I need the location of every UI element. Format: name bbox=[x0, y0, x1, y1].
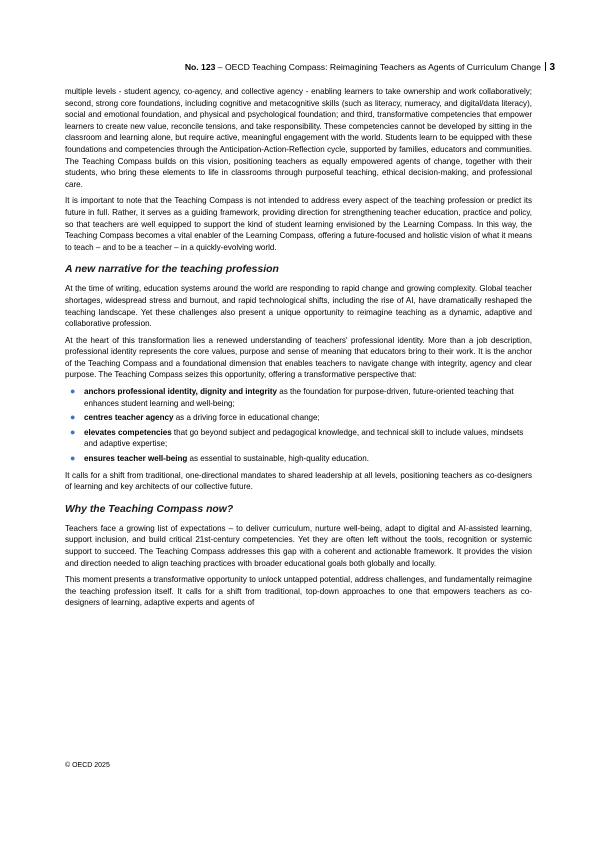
section-heading-why-now: Why the Teaching Compass now? bbox=[65, 503, 234, 515]
paragraph-3: At the time of writing, education systems around the world are responding to rapid change and growing complexity. Global teacher shortages, widespread stress and burnout, and rapid technological shifts, including the rise of AI, have dramatically reshaped the teaching landscape. Yet these challenges also present a unique opportunity to reimagine teaching as a dynamic, adaptive and collaborative profession. bbox=[65, 284, 532, 329]
doc-number: No. 123 bbox=[184, 62, 216, 72]
paragraph-1: multiple levels - student agency, co-agency, and collective agency - enabling learners to take ownership and work collaboratively; second, strong core foundations, including cognitive and metacognitive skills (such as literacy, numeracy, and digital/data literacy), social and emotional foundation, and physical and psychological foundation; and third, transformative competencies that empower learners to create new value, reconcile tensions, and take responsibility. These competencies cannot be developed by sitting in the classroom and learning alone, but require active, meaningful engagement with the world. Students learn to be equipped with these foundations and competencies through the Anticipation-Action-Reflection cycle, supported by families, educators and communities. The Teaching Compass builds on this vision, positioning teachers as equally empowered agents of change, together with their students, who bring these elements to life in classrooms through purposeful teaching, ethical decision-making, and professional care. bbox=[65, 87, 532, 189]
list-item-text: that go beyond subject and pedagogical knowledge, and technical skill to include values, mindsets and adaptive expertise; bbox=[84, 427, 524, 449]
list-item-bold: anchors professional identity, dignity and integrity bbox=[84, 387, 277, 397]
bullet-dot-icon: ● bbox=[70, 412, 76, 423]
paragraph-2: It is important to note that the Teaching Compass is not intended to address every aspect of the teaching profession or predict its future in full. Rather, it serves as a guiding framework, providing direction for strengthening teacher education, practice and policy, so that teachers are well equipped to support the kind of student learning envisioned by the Learning Compass. In this way, the Teaching Compass becomes a vital enabler of the Learning Compass, offering a future-focused and holistic vision of what it means to teach – and to be a teacher – in a quickly-evolving world. bbox=[65, 196, 532, 252]
list-item-text: as a driving force in educational change; bbox=[173, 413, 320, 423]
header-separator bbox=[545, 62, 547, 71]
bullet-list bbox=[65, 386, 532, 465]
bullet-dot-icon: ● bbox=[70, 453, 76, 464]
paragraph-6: Teachers face a growing list of expectations – to deliver curriculum, nurture well-being, adapt to digital and AI-assisted learning, support inclusion, and build critical 21st-century competencies. Yet they are often left without the tools, recognition or systemic support to succeed. The Teaching Compass addresses this gap with a coherent and actionable framework. It provides the vision and direction needed to align teaching practices with broader educational goals both globally and locally. bbox=[65, 523, 532, 568]
list-item-text: as essential to sustainable, high-quality education. bbox=[187, 454, 369, 464]
list-item-bold: ensures teacher well-being bbox=[84, 454, 188, 464]
section-heading-new-narrative: A new narrative for the teaching profession bbox=[65, 264, 279, 276]
list-item bbox=[65, 453, 532, 465]
bullet-dot-icon: ● bbox=[70, 386, 76, 397]
list-item-bold: elevates competencies bbox=[84, 427, 172, 437]
list-item-text: as the foundation for purpose-driven, future-oriented teaching that enhances student learning and well-being; bbox=[84, 387, 514, 408]
running-header bbox=[40, 61, 555, 74]
bullet-dot-icon: ● bbox=[70, 426, 76, 437]
paragraph-7: This moment presents a transformative opportunity to unlock untapped potential, address challenges, and fundamentally reimagine the teaching profession itself. It calls for a shift from traditional, top-down approaches to one that empowers teachers as co-designers of learning, adaptive experts and agents of bbox=[65, 575, 532, 608]
copyright-footer: © OECD 2025 bbox=[65, 762, 110, 769]
paragraph-4: At the heart of this transformation lies a renewed understanding of teachers' professional identity. More than a job description, professional identity represents the core values, purpose and sense of meaning that educators bring to their work. It is the anchor of the Teaching Compass and a foundational dimension that enables teachers to navigate change with integrity, agency and clear purpose. The Teaching Compass seizes this opportunity, offering a transformative perspective that: bbox=[65, 335, 532, 380]
list-item-bold: centres teacher agency bbox=[84, 413, 174, 423]
list-item bbox=[65, 386, 532, 409]
body-text bbox=[65, 86, 532, 614]
doc-title: – OECD Teaching Compass: Reimagining Teachers as Agents of Curriculum Change bbox=[215, 62, 541, 72]
paragraph-5: It calls for a shift from traditional, one-directional mandates to shared leadership at all levels, positioning teachers as co-designers of learning and key architects of our collective future. bbox=[65, 470, 532, 492]
list-item bbox=[65, 412, 532, 424]
page-number: 3 bbox=[549, 62, 555, 73]
list-item bbox=[65, 427, 532, 450]
